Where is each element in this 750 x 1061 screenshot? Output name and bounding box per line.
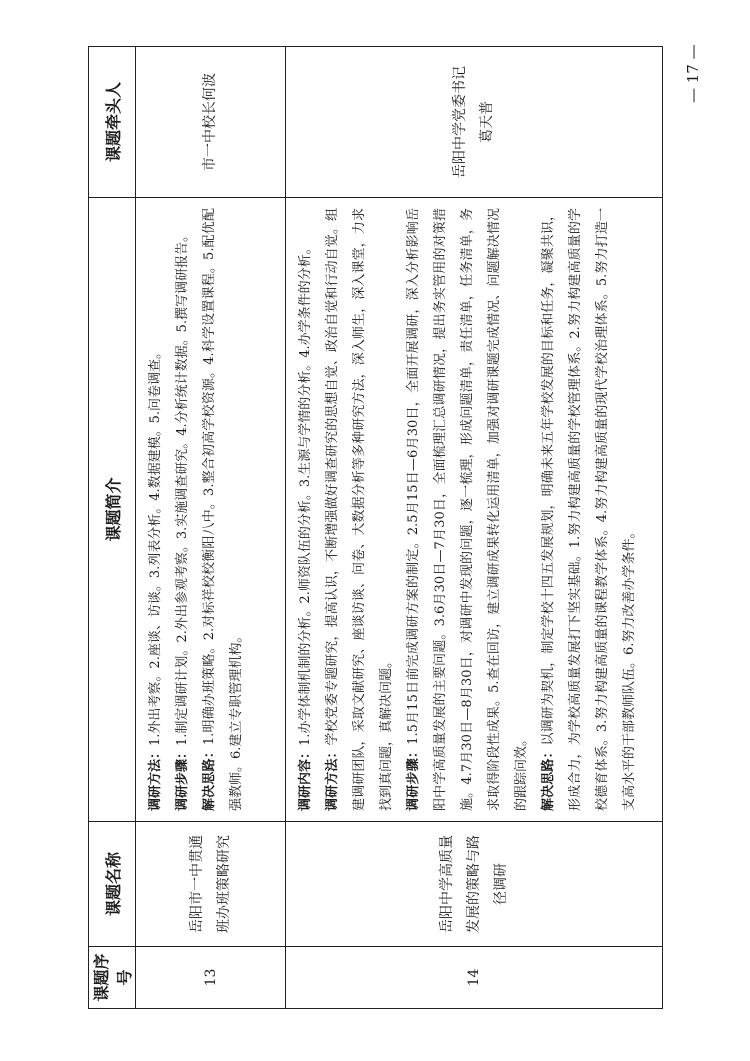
leader-name: 葛天普 — [479, 101, 495, 143]
intro-text: 1.制定调研计划。2.外出参观考察。3.实施调查研究。4.分析统计数据。5.撰写调研报告。 — [175, 228, 190, 746]
header-seq: 课题序号 — [89, 947, 136, 1009]
table-row — [136, 47, 286, 1009]
intro-key: 调研步骤： — [406, 744, 421, 811]
intro-paragraph — [196, 208, 250, 811]
intro-paragraph — [319, 208, 400, 811]
header-leader: 课题牵头人 — [89, 47, 136, 198]
row-name: 岳阳市一中贯通班办班策略研究 — [136, 822, 286, 947]
header-intro: 课题简介 — [89, 198, 136, 822]
intro-text: 1.办学体制机制的分析。2.师资队伍的分析。3.生源与学情的分析。4.办学条件的分析。 — [298, 241, 313, 746]
intro-key: 解决思路： — [202, 745, 217, 811]
topics-table — [88, 46, 663, 1009]
intro-paragraph — [535, 208, 643, 811]
intro-text: 学校党委专题研究，提高认识，不断增强做好调查研究的思想自觉、政治自觉和行动自觉。组建调研团队，采取文献研究、座谈访谈、问卷、大数据分析等多种研究方法，深入师生，深入课堂，力求找到真问题，真解决问题。 — [325, 208, 394, 811]
header-name: 课题名称 — [89, 822, 136, 947]
row-seq: 14 — [286, 947, 663, 1009]
leader-title: 岳阳中学党委书记 — [452, 66, 468, 178]
intro-key: 调研内容： — [298, 745, 313, 811]
intro-text: 以调研为契机，制定学校十四五发展规划，明确未来五年学校发展的目标和任务，凝聚共识，形成合力，为学校高质量发展打下坚实基础。1.努力构建高质量的学校管理体系。2.努力构建高质量的学校德育体系。3.努力构建高质量的课程教学体系。4.努力构建高质量的现代学校治理体系。5.努力打造一支高水平的干部教师队伍。6.努力改善办学条件。 — [541, 208, 637, 811]
intro-text: 1.明确办班策略。2.对标祥校校衡阳八中。3.整合初高学校资源。4.科学设置课程。5.配优配强教师。6.建立专职管理机构。 — [202, 208, 244, 811]
intro-key: 调研方法： — [148, 745, 163, 811]
row-leader — [286, 47, 663, 198]
table-row — [286, 47, 663, 1009]
intro-text: 1.外出考察。2.座谈、访谈。3.列表分析。4.数据建模。5.问卷调查。 — [148, 345, 163, 746]
row-intro — [286, 198, 663, 822]
row-intro — [136, 198, 286, 822]
intro-paragraph — [169, 208, 196, 811]
header-row — [89, 47, 136, 1009]
row-leader: 市一中校长何波 — [136, 47, 286, 198]
intro-key: 解决思路： — [541, 745, 556, 811]
intro-text: 1.5月15日前完成调研方案的制定。2.5月15日—6月30日，全面开展调研，深入分析影响岳阳中学高质量发展的主要问题。3.6月30日—7月30日，全面梳理汇总调研情况，提出务实管用的对策措施。4.7月30日—8月30日，对调研中发现的问题，逐一梳理，形成问题清单，责任清单，任务清单，务求取得阶段性成果。5.查在回访，建立调研成果转化运用清单，加强对调研课题完成情况、问题解决情况的跟踪问效。 — [406, 208, 529, 811]
intro-paragraph — [142, 208, 169, 811]
intro-key: 调研方法： — [325, 745, 340, 811]
row-name: 岳阳中学高质量发展的策略与路径调研 — [286, 822, 663, 947]
page-number: — 17 — — [684, 44, 702, 103]
row-seq: 13 — [136, 947, 286, 1009]
intro-paragraph — [292, 208, 319, 811]
intro-paragraph — [400, 208, 535, 811]
intro-key: 调研步骤： — [175, 745, 190, 811]
